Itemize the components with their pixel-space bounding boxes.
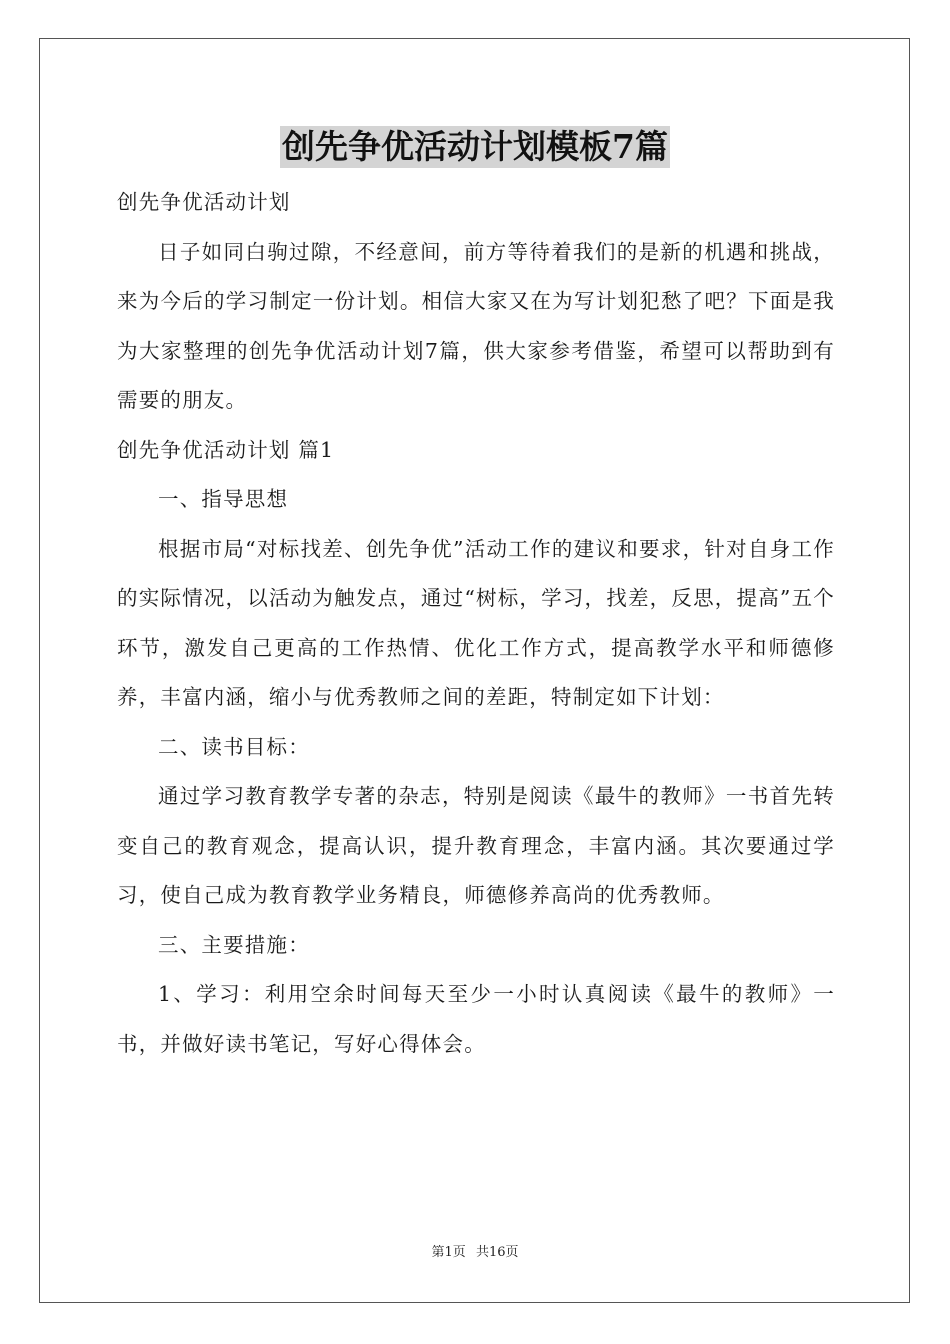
document-body xyxy=(117,178,835,1069)
paragraph: 日子如同白驹过隙，不经意间，前方等待着我们的是新的机遇和挑战，来为今后的学习制定一份计划。相信大家又在为写计划犯愁了吧？下面是我为大家整理的创先争优活动计划7篇，供大家参考借鉴，希望可以帮助到有需要的朋友。 xyxy=(117,239,835,412)
page-total: 共16页 xyxy=(475,1245,519,1260)
paragraph: 1、学习：利用空余时间每天至少一小时认真阅读《最牛的教师》一书，并做好读书笔记，写好心得体会。 xyxy=(117,982,835,1056)
subsection-heading: 三、主要措施： xyxy=(158,932,310,957)
page-footer xyxy=(0,1244,950,1262)
section-heading: 创先争优活动计划 篇1 xyxy=(117,437,335,462)
subsection-heading: 二、读书目标： xyxy=(158,734,310,759)
paragraph: 根据市局“对标找差、创先争优”活动工作的建议和要求，针对自身工作的实际情况，以活动为触发点，通过“树标，学习，找差，反思，提高”五个环节，激发自己更高的工作热情、优化工作方式，提高教学水平和师德修养，丰富内涵，缩小与优秀教师之间的差距，特制定如下计划： xyxy=(117,536,835,709)
page-number: 第1页 xyxy=(431,1245,466,1260)
document-title: 创先争优活动计划模板7篇 xyxy=(282,127,668,166)
paragraph: 通过学习教育教学专著的杂志，特别是阅读《最牛的教师》一书首先转变自己的教育观念，提高认识，提升教育理念，丰富内涵。其次要通过学习，使自己成为教育教学业务精良，师德修养高尚的优秀教师。 xyxy=(117,784,835,907)
title-wrap xyxy=(0,126,950,168)
paragraph: 创先争优活动计划 xyxy=(117,190,291,214)
subsection-heading: 一、指导思想 xyxy=(158,487,289,511)
